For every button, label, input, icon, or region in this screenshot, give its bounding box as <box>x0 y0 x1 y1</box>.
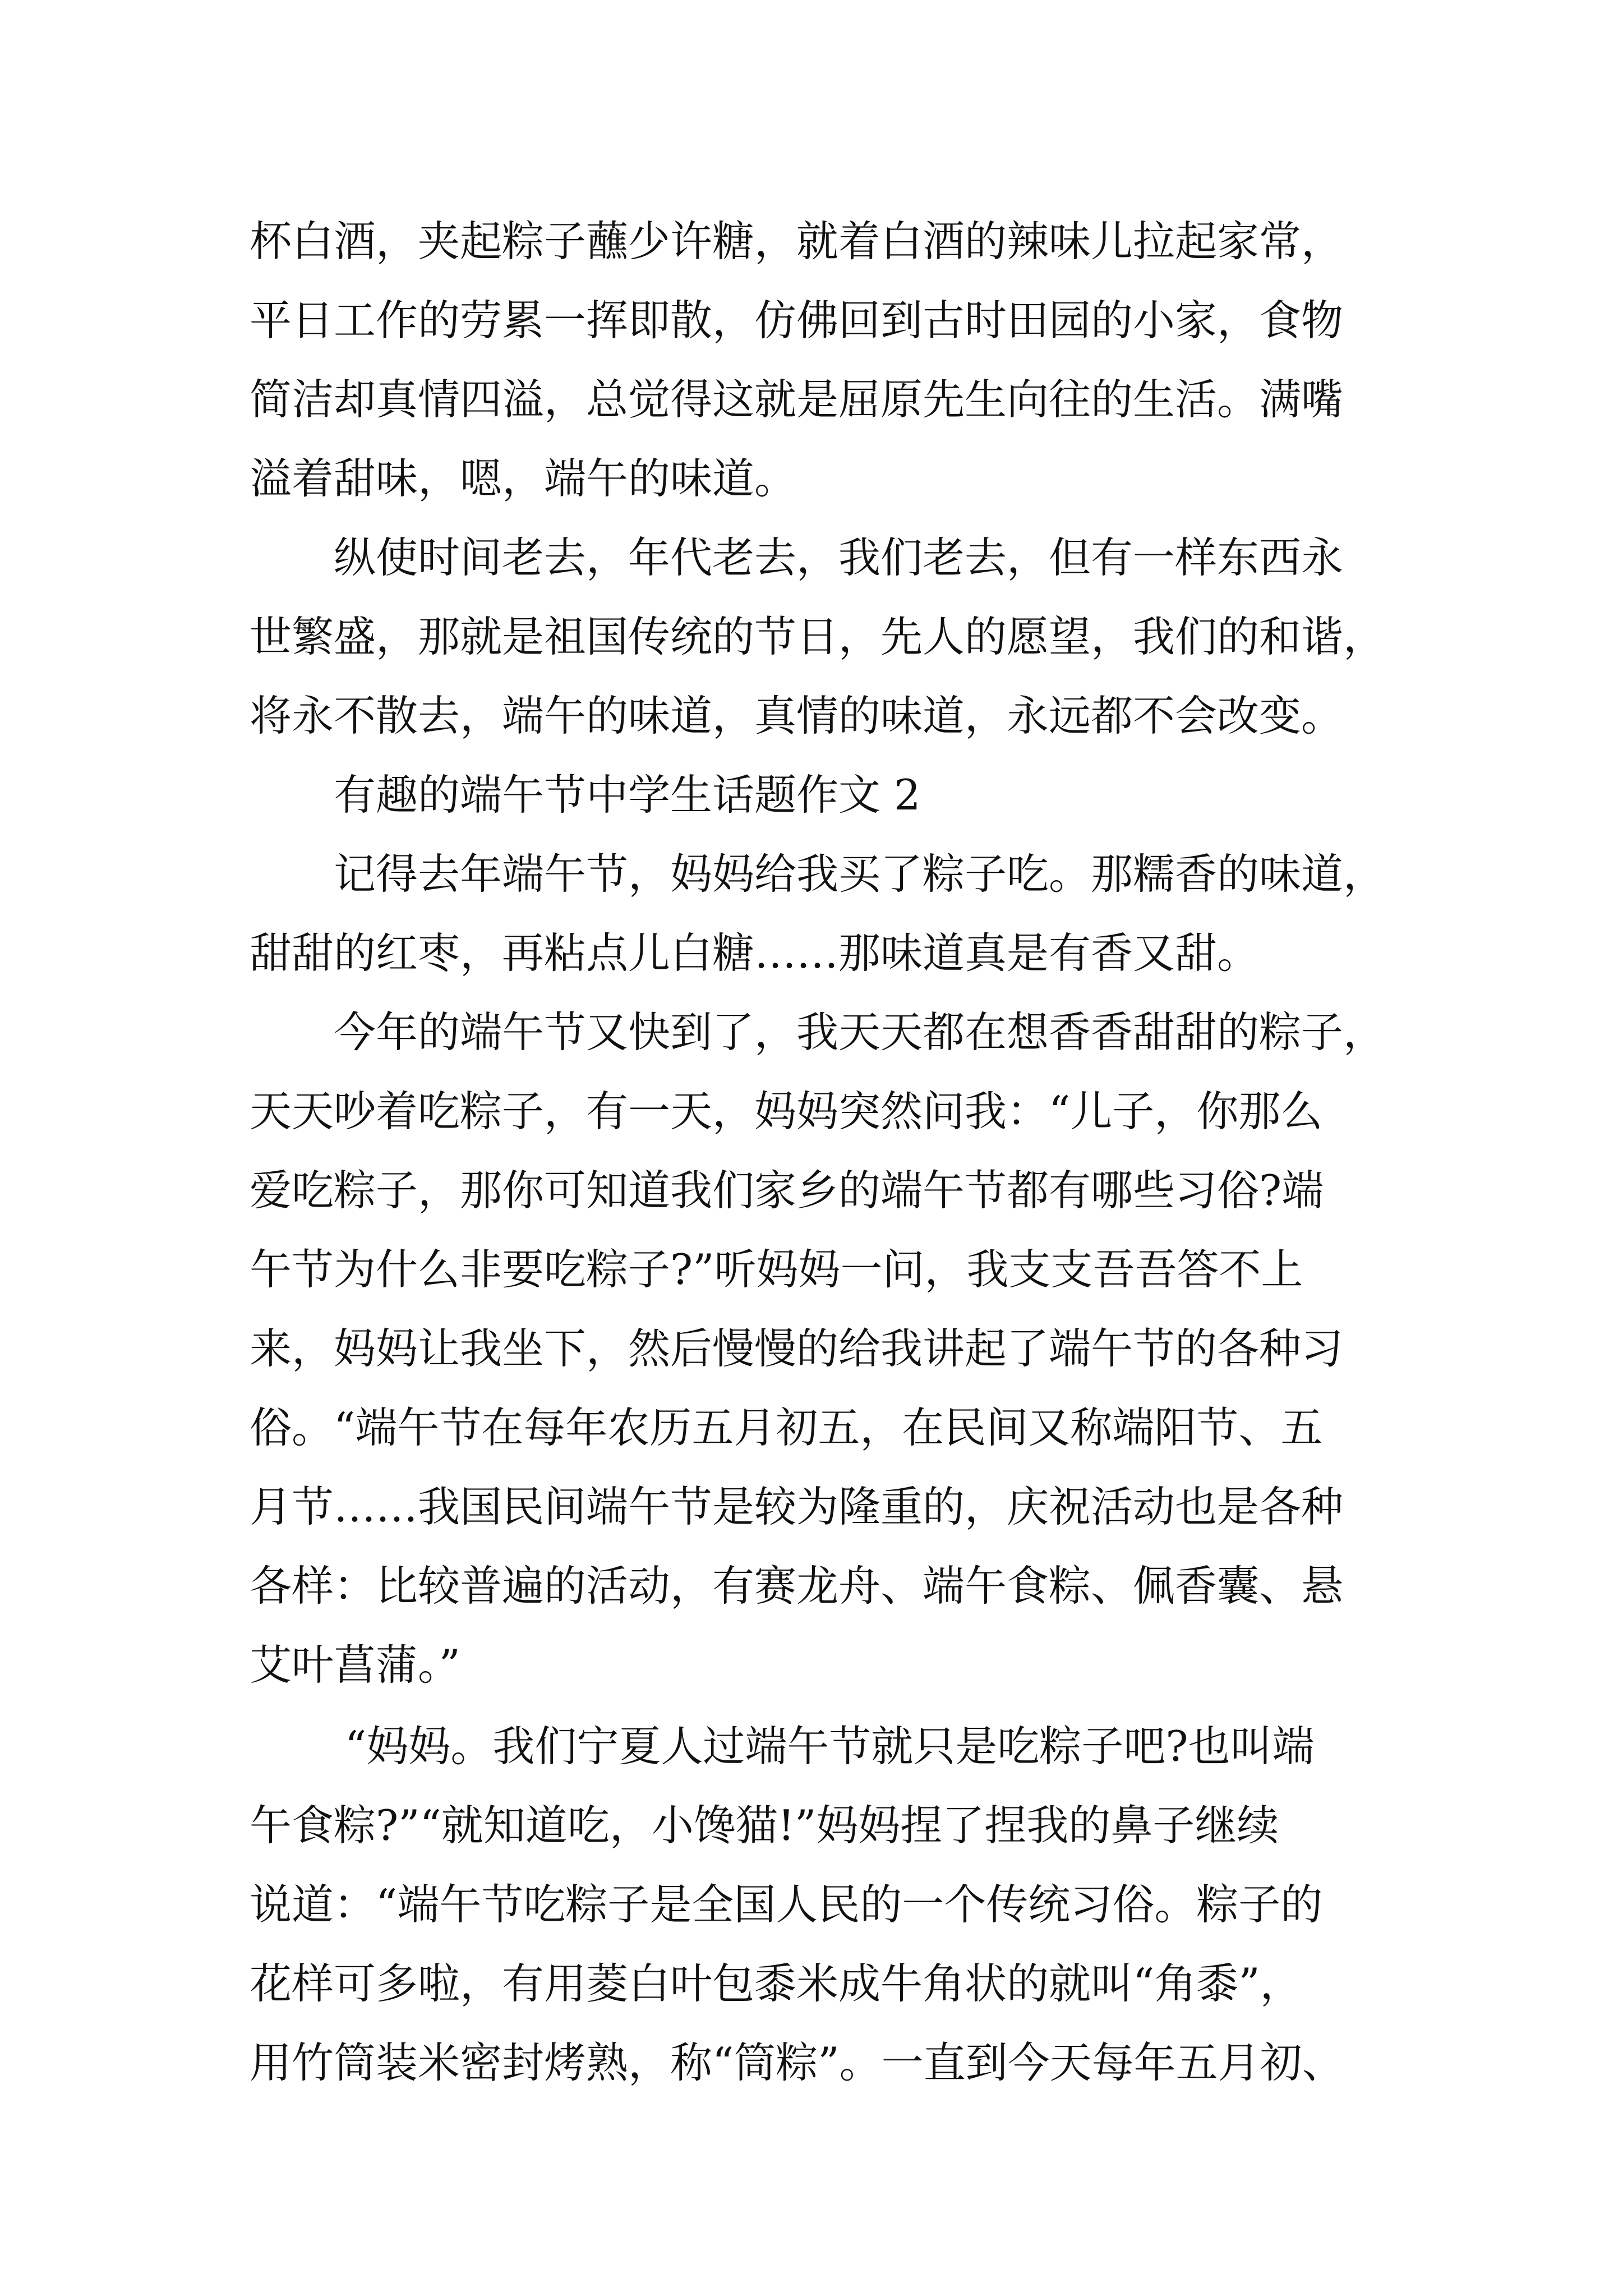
essay-body <box>250 202 1405 2102</box>
text-line: 说道：“端午节吃粽子是全国人民的一个传统习俗。粽子的 <box>250 1880 1323 1929</box>
text-line: 艾叶菖蒲。” <box>250 1640 460 1690</box>
text-line: 杯白酒，夹起粽子蘸少许糖，就着白酒的辣味儿拉起家常， <box>250 217 1344 266</box>
text-line: 用竹筒装米密封烤熟，称“筒粽”。一直到今天每年五月初、 <box>250 2038 1344 2087</box>
text-line: 世繁盛，那就是祖国传统的节日，先人的愿望，我们的和谐， <box>250 612 1386 661</box>
text-line: “妈妈。我们宁夏人过端午节就只是吃粽子吧?也叫端 <box>345 1722 1315 1771</box>
text-line: 午食粽?”“就知道吃，小馋猫!”妈妈捏了捏我的鼻子继续 <box>250 1801 1279 1850</box>
text-line: 各样：比较普遍的活动，有赛龙舟、端午食粽、佩香囊、悬 <box>250 1561 1344 1611</box>
text-line: 天天吵着吃粽子，有一天，妈妈突然问我：“儿子，你那么 <box>250 1087 1323 1136</box>
text-line: 溢着甜味，嗯，端午的味道。 <box>250 454 797 503</box>
text-line: 来，妈妈让我坐下，然后慢慢的给我讲起了端午节的各种习 <box>250 1324 1344 1373</box>
text-line: 花样可多啦，有用菱白叶包黍米成牛角状的就叫“角黍”， <box>250 1959 1302 2008</box>
text-line: 甜甜的红枣，再粘点儿白糖……那味道真是有香又甜。 <box>250 928 1260 978</box>
text-line: 将永不散去，端午的味道，真情的味道，永远都不会改变。 <box>250 691 1344 740</box>
section-heading: 有趣的端午节中学生话题作文 2 <box>334 770 921 820</box>
text-line: 记得去年端午节，妈妈给我买了粽子吃。那糯香的味道， <box>334 849 1386 899</box>
text-line: 午节为什么非要吃粽子?”听妈妈一问，我支支吾吾答不上 <box>250 1245 1303 1294</box>
text-line: 纵使时间老去，年代老去，我们老去，但有一样东西永 <box>334 533 1344 582</box>
text-line: 今年的端午节又快到了，我天天都在想香香甜甜的粽子， <box>334 1007 1386 1057</box>
text-line: 月节……我国民间端午节是较为隆重的，庆祝活动也是各种 <box>250 1482 1344 1531</box>
text-line: 俗。“端午节在每年农历五月初五，在民间又称端阳节、五 <box>250 1403 1323 1452</box>
text-line: 爱吃粽子，那你可知道我们家乡的端午节都有哪些习俗?端 <box>250 1166 1324 1215</box>
text-line: 简洁却真情四溢，总觉得这就是屈原先生向往的生活。满嘴 <box>250 375 1344 424</box>
text-line: 平日工作的劳累一挥即散，仿佛回到古时田园的小家，食物 <box>250 296 1344 345</box>
